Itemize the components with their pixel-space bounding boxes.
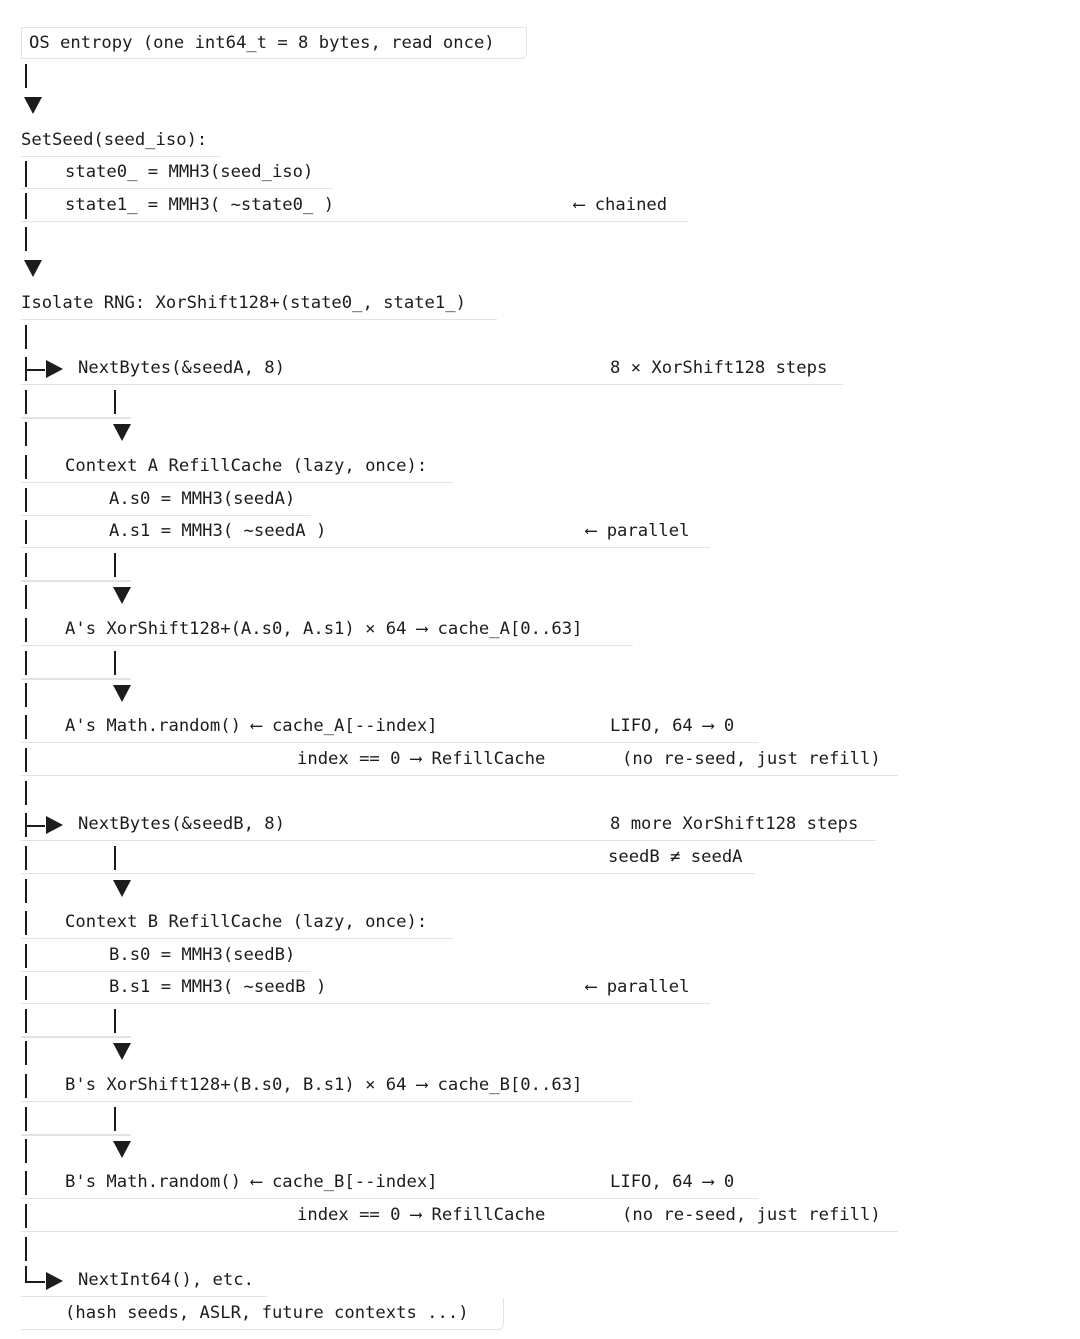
state1-row (21, 190, 688, 222)
down-arrow-icon (113, 424, 131, 441)
b-index-refill-text: index == 0 ⟶ RefillCache (297, 1205, 546, 1225)
down-arrow-icon (113, 1043, 131, 1060)
flow-connector (25, 193, 27, 219)
down-arrow-icon (24, 260, 42, 277)
flow-connector (25, 488, 27, 512)
context-a-refill-row (21, 451, 453, 483)
b-refill-note: (no re-seed, just refill) (622, 1205, 881, 1225)
a-s1-text: A.s1 = MMH3( ~seedA ) (109, 521, 327, 541)
next-bytes-b-row (21, 809, 876, 841)
a-s1-row (21, 516, 710, 548)
a-index-refill-text: index == 0 ⟶ RefillCache (297, 749, 546, 769)
os-entropy-row (21, 27, 527, 59)
flow-connector (25, 781, 27, 805)
flow-connector (25, 390, 27, 414)
row-separator (21, 1134, 131, 1136)
next-bytes-a-note: 8 × XorShift128 steps (610, 358, 828, 378)
branch-connector (25, 1281, 45, 1283)
b-s0-text: B.s0 = MMH3(seedB) (109, 945, 296, 965)
state0-row (21, 157, 333, 189)
future-contexts-text: (hash seeds, ASLR, future contexts ...) (65, 1303, 469, 1323)
b-math-random-text: B's Math.random() ⟵ cache_B[--index] (65, 1172, 438, 1192)
a-refill-note: (no re-seed, just refill) (622, 749, 881, 769)
next-bytes-a-text: NextBytes(&seedA, 8) (78, 358, 285, 378)
next-int64-text: NextInt64(), etc. (78, 1270, 254, 1290)
flow-connector (25, 520, 27, 544)
a-xorshift-text: A's XorShift128+(A.s0, A.s1) × 64 ⟶ cache_A[0..63] (65, 619, 583, 639)
a-index-refill-row (21, 744, 898, 776)
flow-connector (25, 618, 27, 642)
b-xorshift-row (21, 1070, 633, 1102)
b-math-random-row (21, 1167, 758, 1199)
down-arrow-icon (113, 587, 131, 604)
right-arrow-icon (46, 360, 63, 378)
context-b-refill-text: Context B RefillCache (lazy, once): (65, 912, 428, 932)
b-s1-text: B.s1 = MMH3( ~seedB ) (109, 977, 327, 997)
b-s0-row (21, 940, 311, 972)
flow-connector (114, 390, 116, 414)
flow-connector (114, 651, 116, 675)
flow-connector (25, 455, 27, 479)
a-math-random-row (21, 711, 758, 743)
flow-connector (25, 161, 27, 187)
seed-neq-row (21, 842, 755, 874)
flow-connector (25, 585, 27, 609)
context-a-refill-text: Context A RefillCache (lazy, once): (65, 456, 428, 476)
right-arrow-icon (46, 816, 63, 834)
flow-connector (25, 748, 27, 772)
flow-connector (25, 325, 27, 349)
down-arrow-icon (113, 1141, 131, 1158)
down-arrow-icon (113, 685, 131, 702)
state0-assign-text: state0_ = MMH3(seed_iso) (65, 162, 314, 182)
flow-connector (25, 911, 27, 935)
future-contexts-row (21, 1298, 504, 1330)
flow-connector (25, 1041, 27, 1065)
next-bytes-b-note: 8 more XorShift128 steps (610, 814, 859, 834)
flow-connector (25, 651, 27, 675)
row-separator (21, 580, 131, 582)
flow-connector (25, 976, 27, 1000)
a-xorshift-row (21, 614, 633, 646)
flow-connector (25, 846, 27, 870)
flow-connector (25, 64, 27, 88)
b-parallel-note: ⟵ parallel (586, 977, 690, 997)
down-arrow-icon (24, 97, 42, 114)
a-math-random-text: A's Math.random() ⟵ cache_A[--index] (65, 716, 438, 736)
isolate-rng-text: Isolate RNG: XorShift128+(state0_, state1_) (21, 293, 466, 313)
next-bytes-a-row (21, 353, 843, 385)
down-arrow-icon (113, 880, 131, 897)
right-arrow-icon (46, 1272, 63, 1290)
flow-connector (114, 846, 116, 870)
flow-connector (25, 227, 27, 251)
flow-connector (25, 1266, 27, 1282)
flow-connector (114, 553, 116, 577)
next-bytes-b-text: NextBytes(&seedB, 8) (78, 814, 285, 834)
flow-connector (114, 1009, 116, 1033)
flow-connector (25, 879, 27, 903)
a-s0-row (21, 484, 311, 516)
flow-connector (25, 683, 27, 707)
flow-connector (25, 1139, 27, 1163)
context-b-refill-row (21, 907, 453, 939)
chained-note: ⟵ chained (574, 195, 668, 215)
flow-connector (25, 1107, 27, 1131)
b-index-refill-row (21, 1200, 898, 1232)
flow-connector (25, 1204, 27, 1228)
flow-connector (25, 1074, 27, 1098)
flow-connector (25, 422, 27, 446)
flow-connector (25, 1237, 27, 1261)
row-separator (21, 678, 131, 680)
flow-connector (25, 944, 27, 968)
flow-connector (25, 1171, 27, 1195)
state1-assign-text: state1_ = MMH3( ~state0_ ) (65, 195, 335, 215)
a-parallel-note: ⟵ parallel (586, 521, 690, 541)
b-xorshift-text: B's XorShift128+(B.s0, B.s1) × 64 ⟶ cache_B[0..63] (65, 1075, 583, 1095)
seed-neq-note: seedB ≠ seedA (608, 847, 743, 867)
branch-connector (25, 825, 45, 827)
a-s0-text: A.s0 = MMH3(seedA) (109, 489, 296, 509)
b-lifo-note: LIFO, 64 ⟶ 0 (610, 1172, 735, 1192)
os-entropy-text: OS entropy (one int64_t = 8 bytes, read once) (29, 33, 495, 53)
b-s1-row (21, 972, 710, 1004)
flow-connector (25, 1009, 27, 1033)
flow-connector (114, 1107, 116, 1131)
row-separator (21, 1036, 131, 1038)
branch-connector (25, 369, 45, 371)
flow-connector (25, 715, 27, 739)
set-seed-row (21, 125, 221, 157)
isolate-rng-row (21, 288, 497, 320)
flow-connector (25, 553, 27, 577)
set-seed-text: SetSeed(seed_iso): (21, 130, 208, 150)
a-lifo-note: LIFO, 64 ⟶ 0 (610, 716, 735, 736)
row-separator (21, 417, 131, 419)
